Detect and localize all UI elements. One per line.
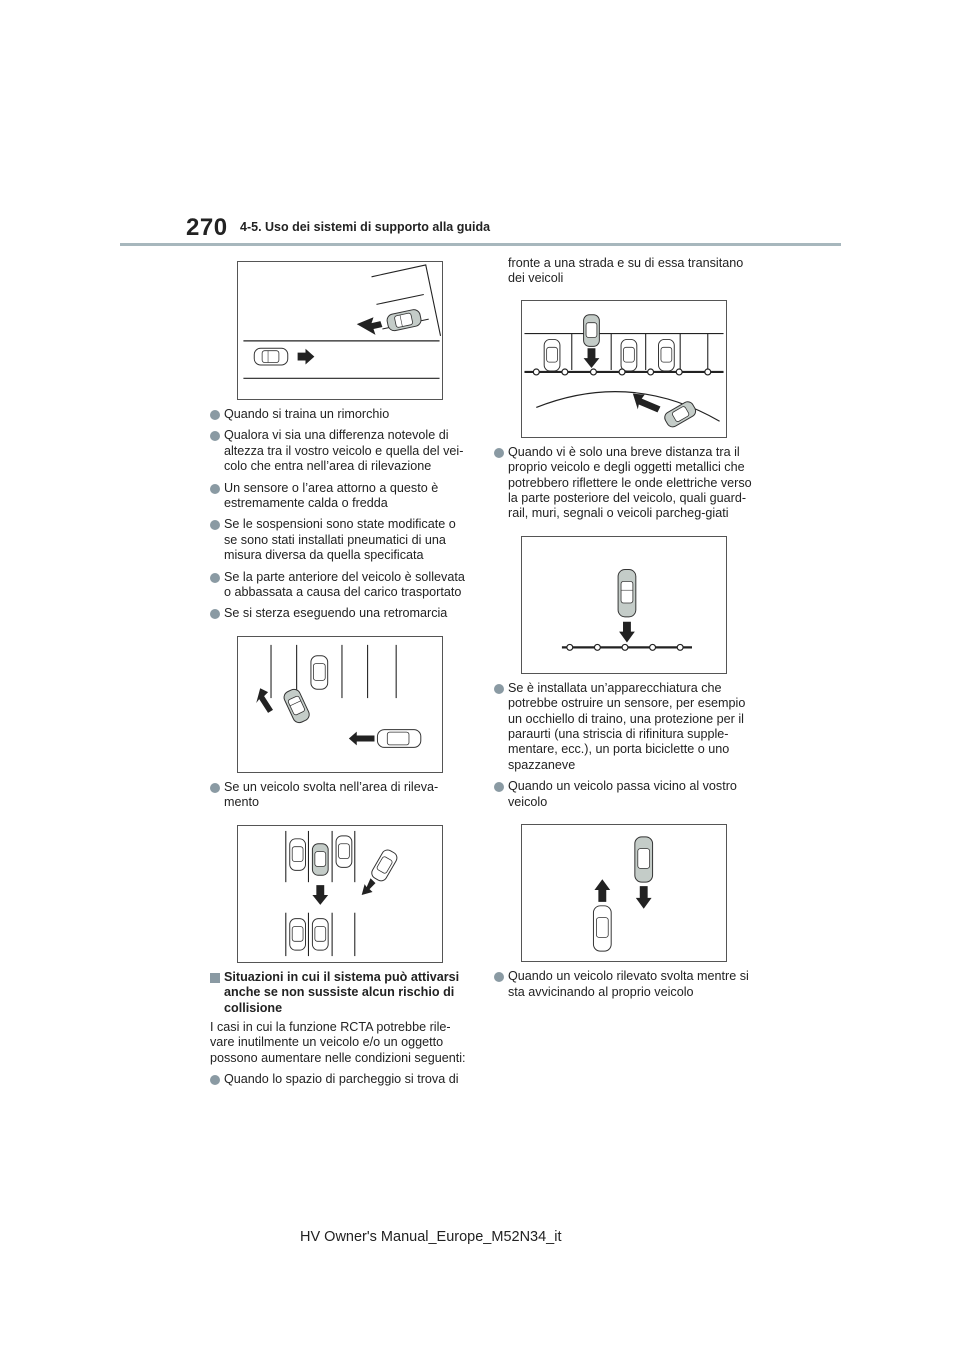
- continuation-text: fronte a una strada e su di essa transitano dei veicoli: [508, 256, 744, 286]
- footer-manual-name: HV Owner's Manual_Europe_M52N34_it: [300, 1229, 562, 1245]
- bullet-item: Quando lo spazio di parcheggio si trova di: [210, 1072, 470, 1087]
- figure-metal-objects: [521, 536, 727, 674]
- bullet-item: Un sensore o l’area attorno a questo è estremamente calda o fredda: [210, 481, 470, 512]
- bullet-dot-icon: [494, 782, 504, 792]
- bullet-dot-icon: [210, 484, 220, 494]
- parking-facing-road-illustration: [522, 301, 726, 437]
- bullet-item: Se la parte anteriore del veicolo è sollevata o abbassata a causa del carico trasportato: [210, 570, 470, 601]
- body-paragraph: I casi in cui la funzione RCTA potrebbe rile-vare inutilmente un veicolo e/o un oggetto possono aumentare nelle condizioni seguenti:: [210, 1019, 466, 1065]
- heading-square-icon: [210, 973, 220, 983]
- bullet-dot-icon: [210, 520, 220, 530]
- right-column: [494, 256, 754, 1000]
- bullet-item: Quando vi è solo una breve distanza tra il proprio veicolo e degli oggetti metallici che potrebbero riflettere le onde elettriche verso la parte posteriore del veicolo, quali guard-rail, muri, segnali o veicoli parcheg-giati: [494, 445, 754, 522]
- bullet-item: Se è installata un’apparecchiatura che potrebbe ostruire un sensore, per esempio un occhiello di traino, una protezione per il paraurti (una striscia di rifinitura supple-mentare, ecc.), un porta biciclette o uno spazzaneve: [494, 681, 754, 773]
- figure-vehicle-passing: [521, 824, 727, 962]
- section-heading: Situazioni in cui il sistema può attivarsi anche se non sussiste alcun rischio di collisione: [210, 970, 470, 1016]
- bullet-dot-icon: [210, 1075, 220, 1085]
- bullet-item: Se le sospensioni sono state modificate o se sono stati installati pneumatici di una misura diversa da quella specificata: [210, 517, 470, 563]
- bullet-item: Quando si traina un rimorchio: [210, 407, 470, 422]
- bullet-dot-icon: [494, 972, 504, 982]
- header-divider: [120, 243, 841, 246]
- left-column: [210, 261, 470, 1088]
- figure-trailer-parking: [237, 261, 443, 400]
- figure-vehicle-turning: [237, 825, 443, 963]
- bullet-dot-icon: [210, 573, 220, 583]
- bullet-dot-icon: [210, 609, 220, 619]
- section-title: 4-5. Uso dei sistemi di supporto alla guida: [240, 220, 491, 234]
- bullet-dot-icon: [494, 448, 504, 458]
- figure-parking-facing-road: [521, 300, 727, 438]
- page-number: 270: [186, 214, 228, 241]
- bullet-item: Se si sterza eseguendo una retromarcia: [210, 606, 470, 621]
- trailer-parking-illustration: [238, 262, 442, 399]
- figure-steering-reverse: [237, 636, 443, 773]
- bullet-item: Se un veicolo svolta nell’area di rileva-mento: [210, 780, 470, 811]
- bullet-dot-icon: [210, 783, 220, 793]
- bullet-dot-icon: [210, 431, 220, 441]
- bullet-dot-icon: [210, 410, 220, 420]
- steering-reverse-illustration: [238, 637, 442, 772]
- bullet-dot-icon: [494, 684, 504, 694]
- vehicle-passing-illustration: [522, 825, 726, 961]
- bullet-item: Quando un veicolo passa vicino al vostro veicolo: [494, 779, 754, 810]
- vehicle-turning-illustration: [238, 826, 442, 962]
- metal-objects-illustration: [522, 537, 726, 673]
- bullet-item: Qualora vi sia una differenza notevole di altezza tra il vostro veicolo e quella del vei-colo che entra nell’area di rilevazione: [210, 428, 470, 474]
- bullet-item: Quando un veicolo rilevato svolta mentre si sta avvicinando al proprio veicolo: [494, 969, 754, 1000]
